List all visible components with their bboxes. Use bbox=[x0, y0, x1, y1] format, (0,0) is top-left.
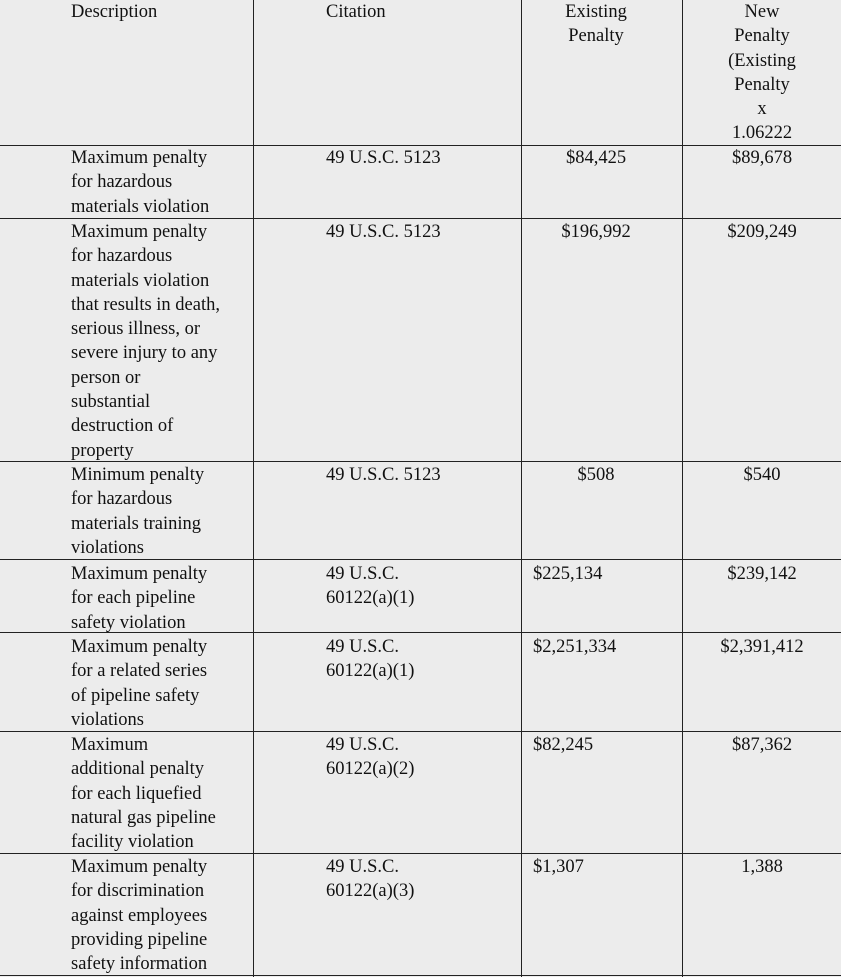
row-citation: 49 U.S.C. 60122(a)(2) bbox=[326, 735, 415, 780]
row-citation: 49 U.S.C. 60122(a)(3) bbox=[326, 857, 415, 902]
column-divider bbox=[521, 0, 522, 977]
row-citation: 49 U.S.C. 60122(a)(1) bbox=[326, 637, 415, 682]
row-new-penalty: $239,142 bbox=[727, 564, 797, 584]
row-description: Minimum penalty for hazardous materials training violations bbox=[71, 465, 205, 558]
row-existing-penalty: $196,992 bbox=[561, 222, 631, 242]
row-citation: 49 U.S.C. 5123 bbox=[326, 465, 441, 485]
header-citation: Citation bbox=[326, 2, 386, 22]
row-new-penalty: $209,249 bbox=[727, 222, 797, 242]
row-new-penalty: $540 bbox=[743, 465, 781, 485]
row-existing-penalty: $225,134 bbox=[533, 564, 603, 584]
row-existing-penalty: $1,307 bbox=[533, 857, 584, 877]
row-existing-penalty: $84,425 bbox=[565, 148, 627, 168]
row-description: Maximum penalty for discrimination against employees providing pipeline safety information bbox=[71, 857, 208, 975]
row-existing-penalty: $2,251,334 bbox=[533, 637, 617, 657]
row-description: Maximum penalty for hazardous materials violation that results in death, serious illness, or severe injury to any person or substantial destruction of property bbox=[71, 222, 220, 461]
row-description: Maximum penalty for each pipeline safety violation bbox=[71, 564, 208, 633]
row-new-penalty: $89,678 bbox=[731, 148, 793, 168]
row-existing-penalty: $82,245 bbox=[533, 735, 594, 755]
row-new-penalty: 1,388 bbox=[741, 857, 783, 877]
row-description: Maximum penalty for hazardous materials violation bbox=[71, 148, 210, 217]
row-new-penalty: $2,391,412 bbox=[720, 637, 804, 657]
row-citation: 49 U.S.C. 60122(a)(1) bbox=[326, 564, 415, 609]
row-new-penalty: $87,362 bbox=[731, 735, 793, 755]
header-new-penalty: New Penalty (Existing Penalty x 1.06222 bbox=[728, 2, 796, 144]
row-citation: 49 U.S.C. 5123 bbox=[326, 148, 441, 168]
row-description: Maximum additional penalty for each liquefied natural gas pipeline facility violation bbox=[71, 735, 216, 853]
column-divider bbox=[253, 0, 254, 977]
header-description: Description bbox=[71, 2, 158, 22]
header-existing-penalty: Existing Penalty bbox=[565, 2, 627, 47]
row-existing-penalty: $508 bbox=[577, 465, 615, 485]
row-citation: 49 U.S.C. 5123 bbox=[326, 222, 441, 242]
row-description: Maximum penalty for a related series of pipeline safety violations bbox=[71, 637, 208, 730]
